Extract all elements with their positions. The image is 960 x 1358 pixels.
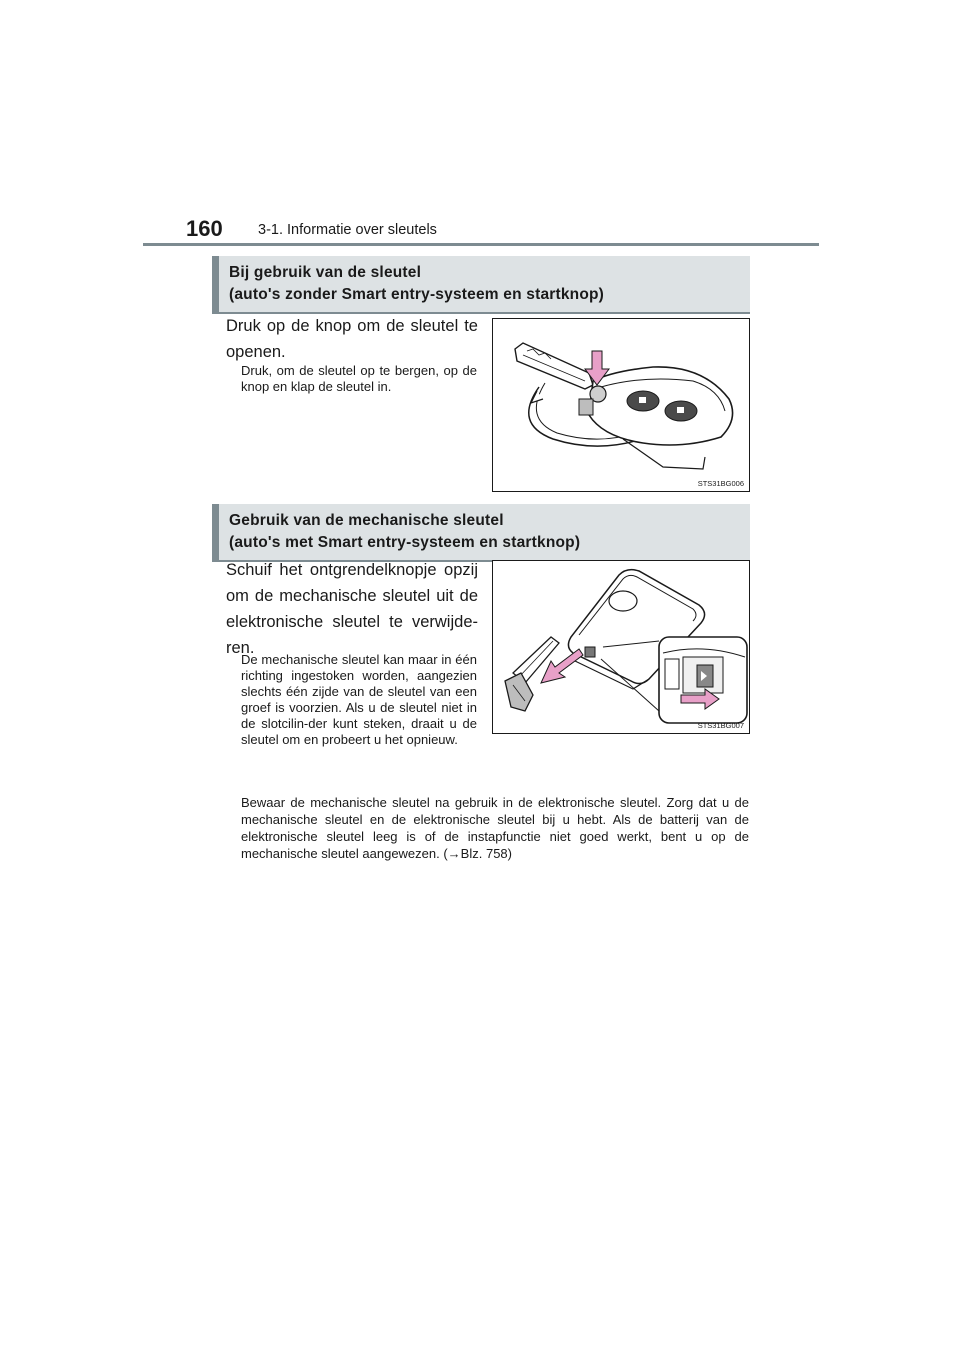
figure-code: STS31BG006 (697, 479, 744, 488)
instruction-open-key: Druk op de knop om de sleutel te openen. (226, 317, 478, 361)
header-rule (143, 243, 819, 246)
instruction-remove-key: Schuif het ontgrendelknopje opzij om de mechanische sleutel uit de elektronische sleutel te verwijde-ren. (226, 561, 478, 657)
section-heading-using-key (212, 256, 750, 314)
section-heading-line2: (auto's met Smart entry-systeem en startknop) (229, 534, 581, 551)
section-heading-line1: Bij gebruik van de sleutel (229, 264, 422, 281)
figure-flip-key (492, 318, 750, 492)
chapter-title: 3-1. Informatie over sleutels (258, 222, 437, 238)
figure-code: STS31BG007 (697, 721, 744, 730)
note-fold-key: Druk, om de sleutel op te bergen, op de knop en klap de sleutel in. (241, 363, 477, 394)
figure-mechanical-key (492, 560, 750, 734)
mechanical-key-illustration (493, 561, 751, 735)
section-heading-mechanical-key (212, 504, 750, 562)
note-key-orientation: De mechanische sleutel kan maar in één richting ingestoken worden, aangezien slechts één zijde van de sleutel van een groef is voorzien. Als u de sleutel niet in de slotcilin-der kunt steken, draait u de sleutel om en probeert u het opnieuw. (241, 652, 477, 747)
flip-key-illustration (493, 319, 751, 493)
page-number: 160 (186, 216, 223, 241)
section-heading-line2: (auto's zonder Smart entry-systeem en startknop) (229, 286, 605, 303)
section-heading-line1: Gebruik van de mechanische sleutel (229, 512, 504, 529)
paragraph-store-key: Bewaar de mechanische sleutel na gebruik in de elektronische sleutel. Zorg dat u de mechanische sleutel en de elektronische sleutel bij u hebt. Als de batterij van de elektronische sleutel leeg is of de instapfunctie niet goed werkt, bent u op de mechanische sleutel aangewezen. (→Blz. 758) (241, 795, 749, 861)
